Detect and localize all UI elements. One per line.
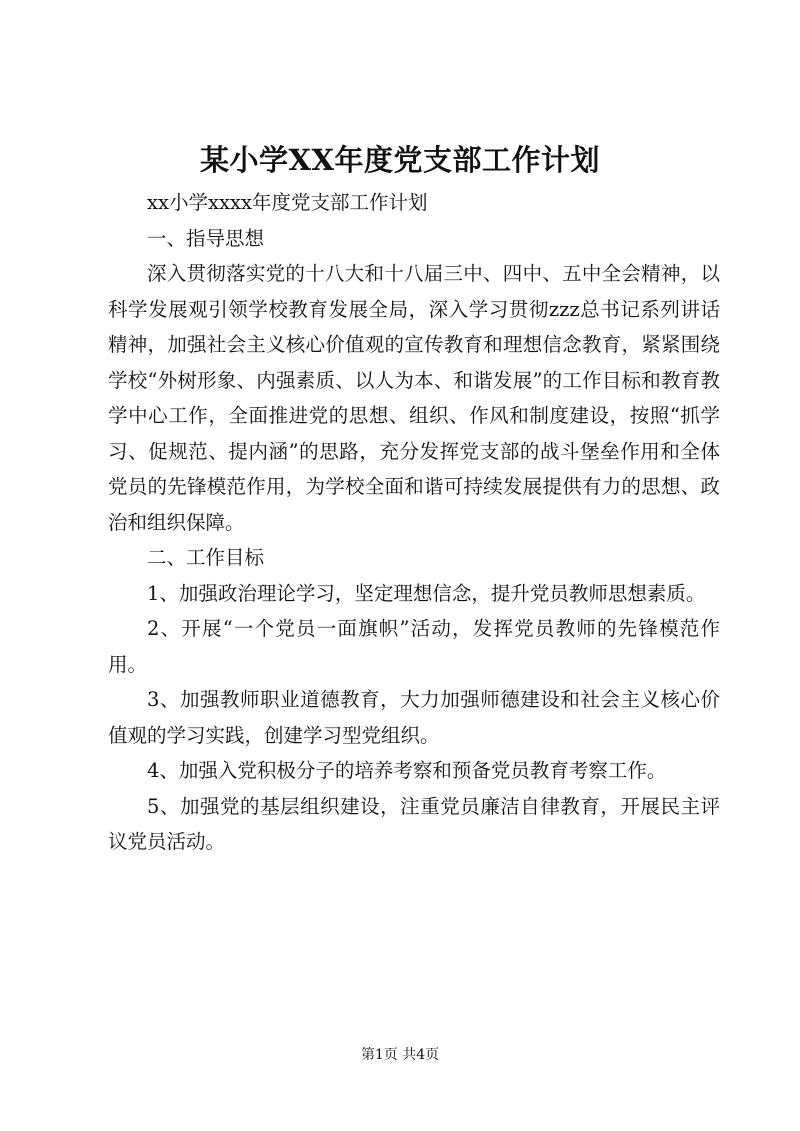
document-title: 某小学XX年度党支部工作计划 bbox=[199, 143, 600, 177]
paragraph-goal-5: 5、加强党的基层组织建设，注重党员廉洁自律教育，开展民主评议党员活动。 bbox=[108, 794, 720, 853]
document-body bbox=[108, 185, 720, 860]
paragraph-guiding-ideology: 深入贯彻落实党的十八大和十八届三中、四中、五中全会精神，以科学发展观引领学校教育发展全局，深入学习贯彻zzz总书记系列讲话精神，加强社会主义核心价值观的宣传教育和理想信念教育，紧紧围绕学校“外树形象、内强素质、以人为本、和谐发展”的工作目标和教育教学中心工作，全面推进党的思想、组织、作风和制度建设，按照“抓学习、促规范、提内涵”的思路，充分发挥党支部的战斗堡垒作用和全体党员的先锋模范作用，为学校全面和谐可持续发展提供有力的思想、政治和组织保障。 bbox=[108, 262, 720, 534]
heading-work-goals: 二、工作目标 bbox=[147, 546, 265, 569]
paragraph-subtitle: xx小学xxxx年度党支部工作计划 bbox=[147, 191, 428, 214]
page-number-footer: 第1页 共4页 bbox=[360, 1047, 440, 1063]
paragraph-goal-2: 2、开展“一个党员一面旗帜”活动，发挥党员教师的先锋模范作用。 bbox=[108, 617, 720, 676]
paragraph-goal-3: 3、加强教师职业道德教育，大力加强师德建设和社会主义核心价值观的学习实践，创建学习型党组织。 bbox=[108, 688, 720, 747]
paragraph-goal-1: 1、加强政治理论学习，坚定理想信念，提升党员教师思想素质。 bbox=[147, 581, 706, 605]
paragraph-goal-4: 4、加强入党积极分子的培养考察和预备党员教育考察工作。 bbox=[147, 759, 667, 782]
heading-guiding-ideology: 一、指导思想 bbox=[147, 226, 265, 250]
